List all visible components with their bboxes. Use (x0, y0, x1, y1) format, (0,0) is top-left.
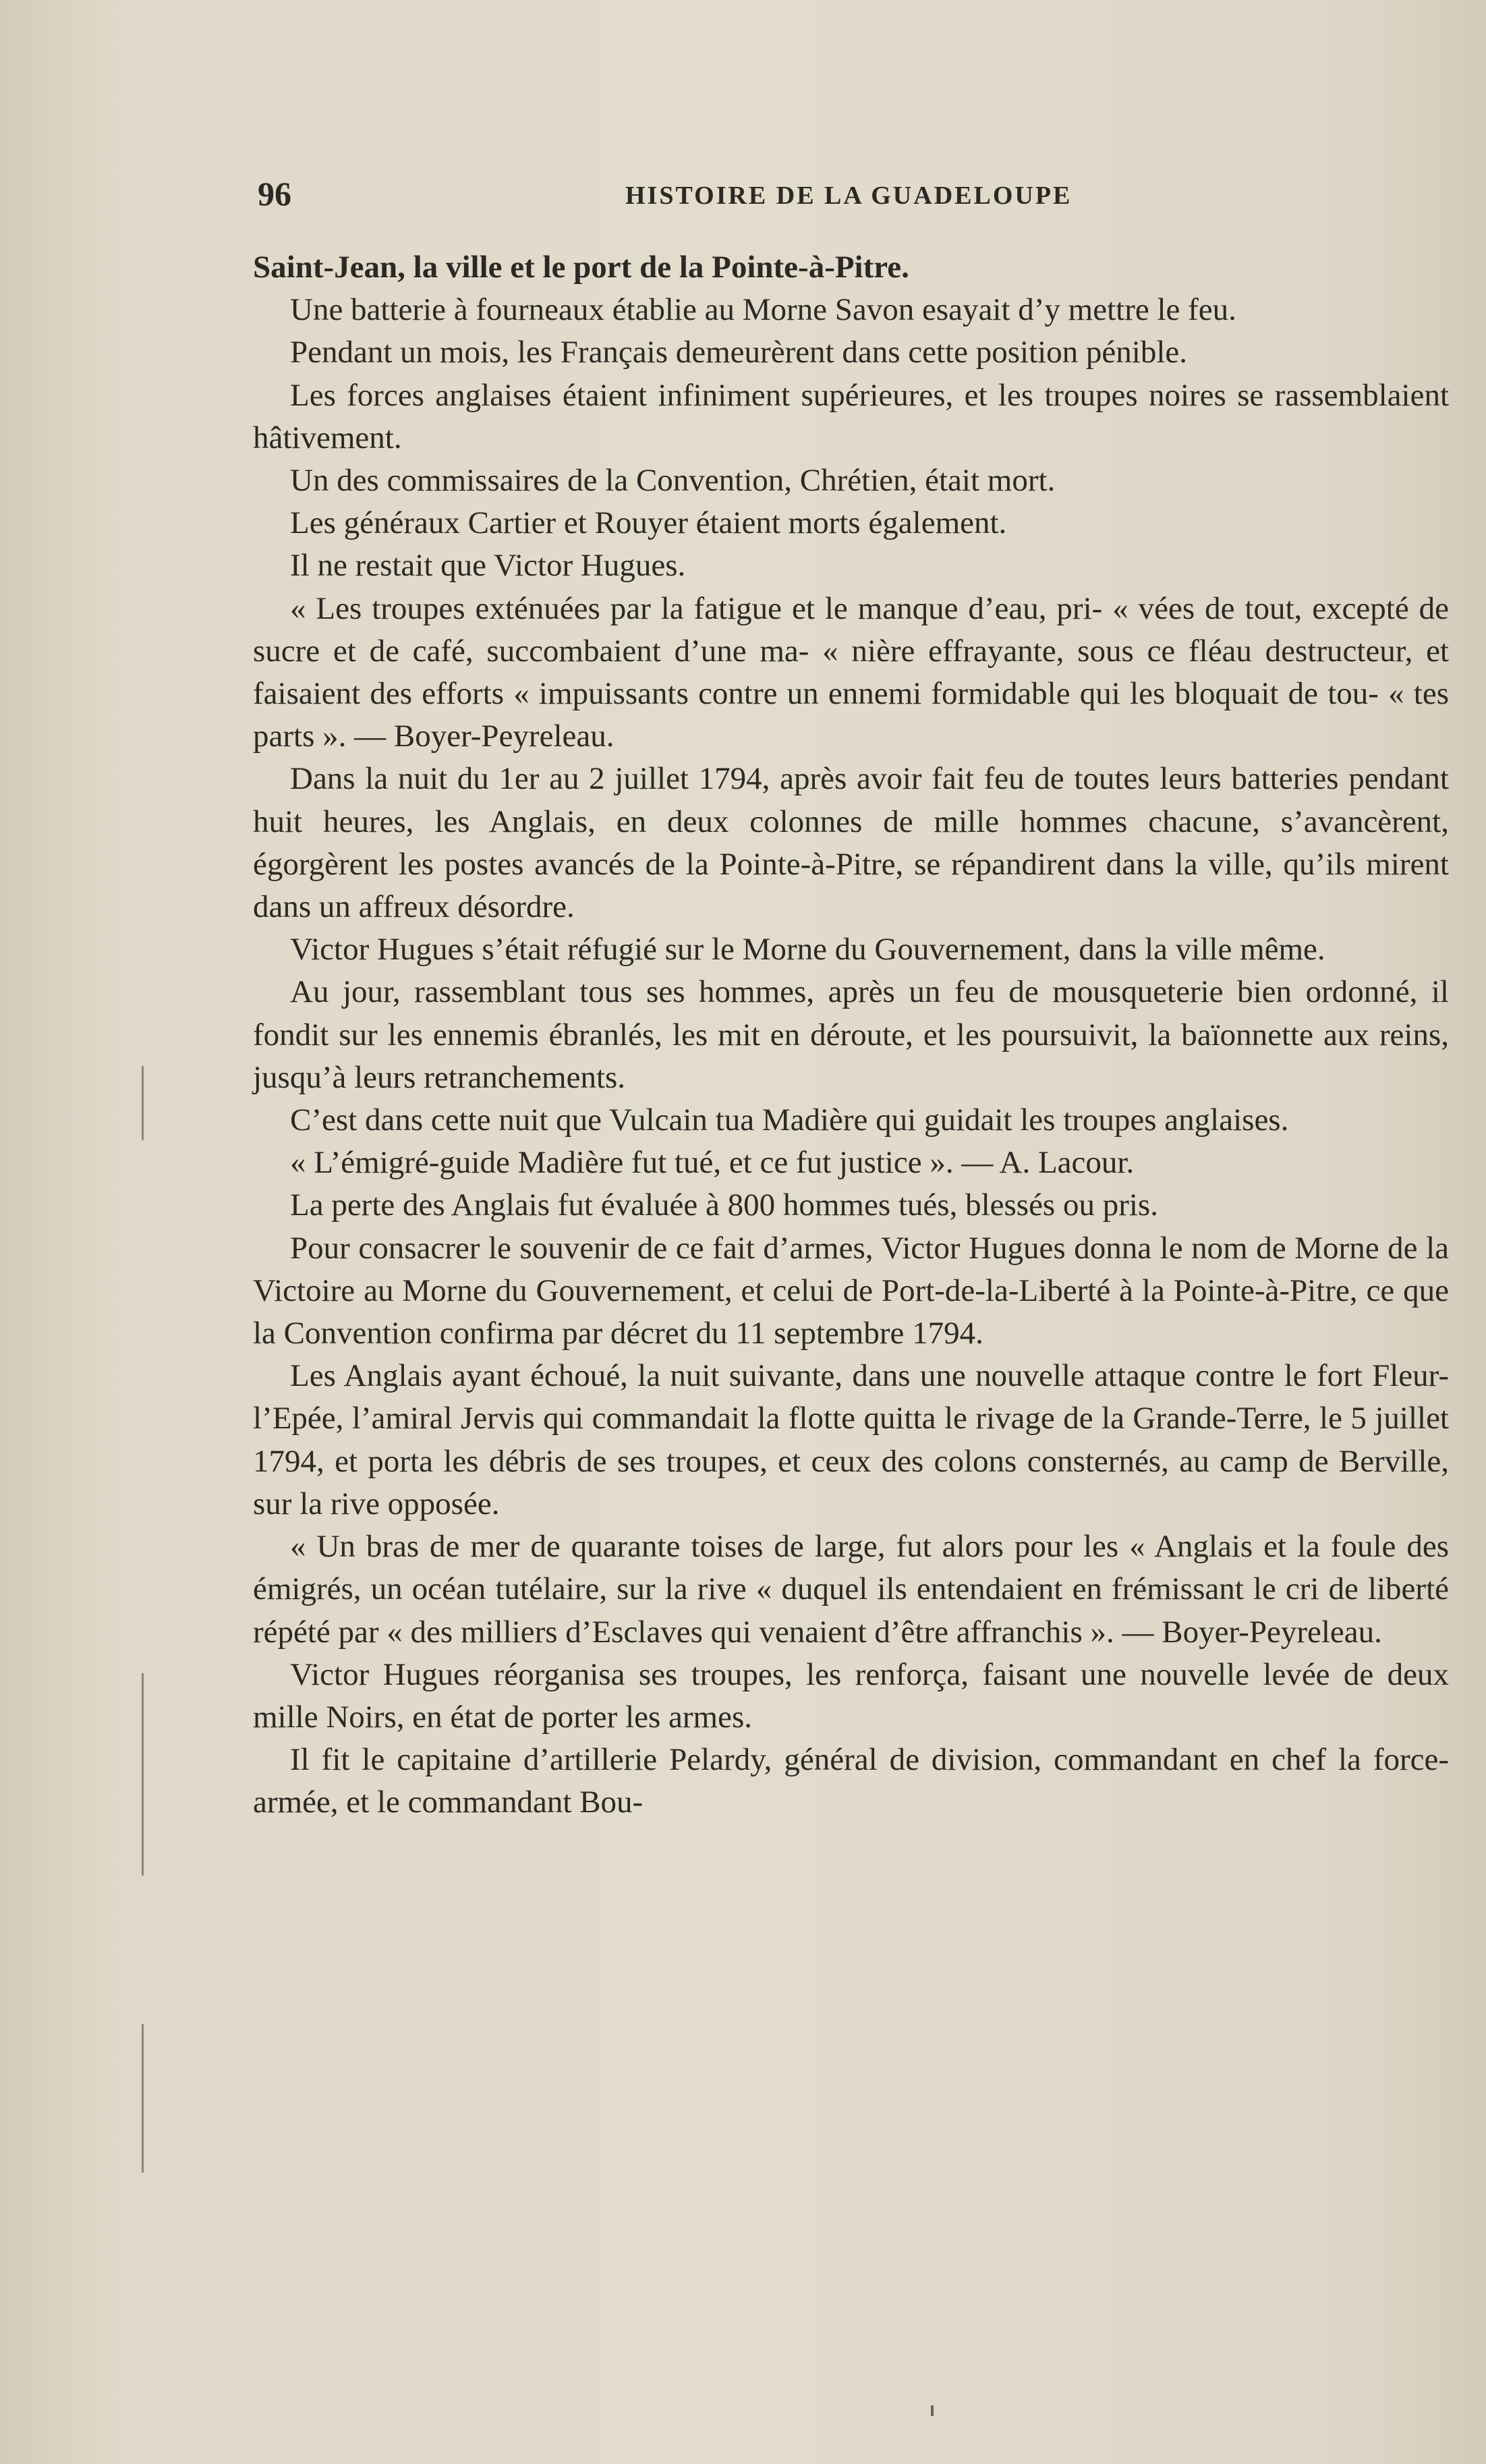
paragraph: Au jour, rassemblant tous ses hommes, après un feu de mousqueterie bien ordonné, il fondit sur les ennemis ébranlés, les mit en déroute, et les poursuivit, la baïonnette aux reins, jusqu’à leurs retranchements. (253, 974, 1449, 1095)
paragraph: Saint-Jean, la ville et le port de la Pointe-à-Pitre. (253, 250, 909, 285)
margin-rule (142, 2024, 144, 2173)
paragraph: Les généraux Cartier et Rouyer étaient morts également. (290, 505, 1007, 541)
page-body (253, 246, 1449, 1824)
paragraph: Pour consacrer le souvenir de ce fait d’armes, Victor Hugues donna le nom de Morne de la Victoire au Morne du Gouvernement, et celui de Port-de-la-Liberté à la Pointe-à-Pitre, ce que la Convention confirma par décret du 11 septembre 1794. (253, 1230, 1449, 1351)
ink-mark (931, 2405, 934, 2416)
page-number: 96 (258, 175, 291, 213)
paragraph: Pendant un mois, les Français demeurèrent dans cette position pénible. (290, 335, 1188, 370)
paragraph: Les Anglais ayant échoué, la nuit suivante, dans une nouvelle attaque contre le fort Fleur-l’Epée, l’amiral Jervis qui commandait la flotte quitta le rivage de la Grande-Terre, le 5 juillet 1794, et porta les débris de ses troupes, et ceux des colons consternés, au camp de Berville, sur la rive opposée. (253, 1358, 1449, 1521)
paragraph: Dans la nuit du 1er au 2 juillet 1794, après avoir fait feu de toutes leurs batteries pendant huit heures, les Anglais, en deux colonnes de mille hommes chacune, s’avancèrent, égorgèrent les postes avancés de la Pointe-à-Pitre, se répandirent dans la ville, qu’ils mirent dans un affreux désordre. (253, 761, 1449, 925)
paragraph: Victor Hugues s’était réfugié sur le Morne du Gouvernement, dans la ville même. (290, 932, 1325, 968)
paragraph: Il fit le capitaine d’artillerie Pelardy, général de division, commandant en chef la force-armée, et le commandant Bou- (253, 1742, 1449, 1820)
quotation: « Un bras de mer de quarante toises de large, fut alors pour les « Anglais et la foule des émigrés, un océan tutélaire, sur la rive « duquel ils entendaient en frémissant le cri de liberté répété par « des milliers d’Esclaves qui venaient d’être affranchis ». — Boyer-Peyreleau. (253, 1529, 1449, 1650)
quotation: « Les troupes exténuées par la fatigue et le manque d’eau, pri- « vées de tout, excepté de sucre et de café, succombaient d’une ma- « nière effrayante, sous ce fléau destructeur, et faisaient des efforts « impuissants contre un ennemi formidable qui les bloquait de tou- « tes parts ». — Boyer-Peyreleau. (253, 590, 1449, 754)
page-header (258, 174, 1452, 215)
paragraph: Une batterie à fourneaux établie au Morne Savon esayait d’y mettre le feu. (290, 292, 1236, 328)
paragraph: Victor Hugues réorganisa ses troupes, les renforça, faisant une nouvelle levée de deux mille Noirs, en état de porter les armes. (253, 1656, 1449, 1735)
paragraph: La perte des Anglais fut évaluée à 800 hommes tués, blessés ou pris. (290, 1187, 1158, 1223)
running-title: HISTOIRE DE LA GUADELOUPE (625, 181, 1073, 210)
quotation: « L’émigré-guide Madière fut tué, et ce fut justice ». — A. Lacour. (290, 1145, 1135, 1181)
paragraph: C’est dans cette nuit que Vulcain tua Madière qui guidait les troupes anglaises. (290, 1102, 1289, 1138)
margin-rule (142, 1066, 144, 1140)
paragraph: Les forces anglaises étaient infiniment supérieures, et les troupes noires se rassemblaient hâtivement. (253, 377, 1449, 455)
paragraph: Un des commissaires de la Convention, Chrétien, était mort. (290, 463, 1056, 499)
paragraph: Il ne restait que Victor Hugues. (290, 548, 686, 584)
margin-rule (142, 1673, 144, 1876)
